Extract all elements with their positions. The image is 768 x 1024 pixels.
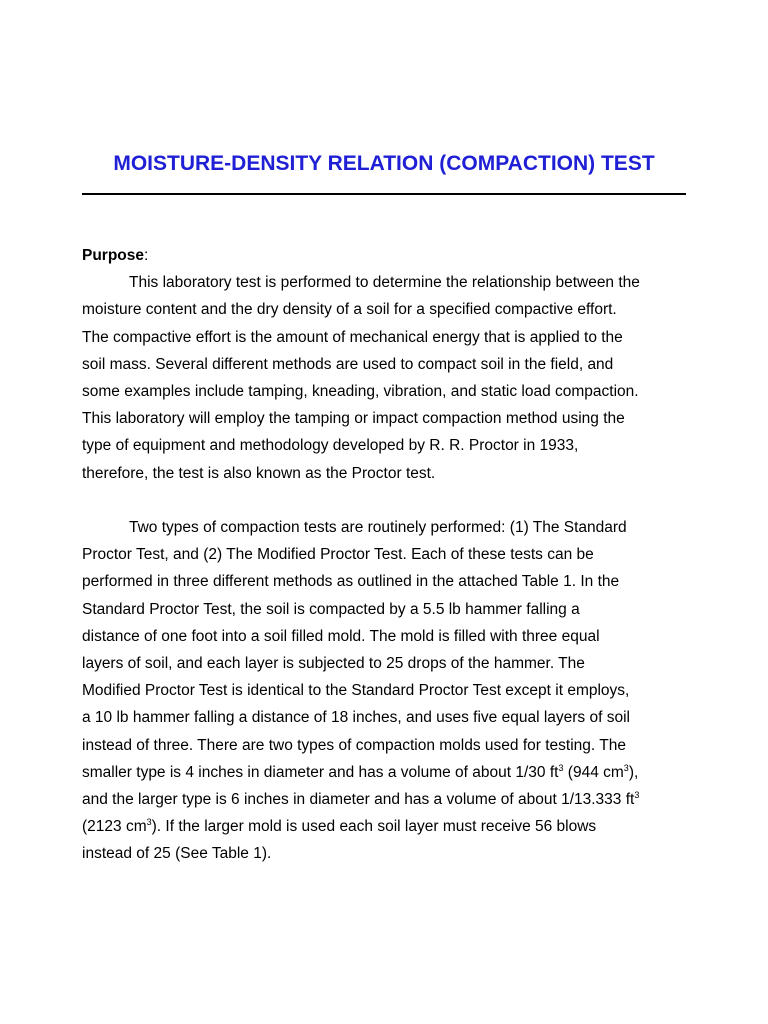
paragraph-compaction-types — [82, 514, 692, 868]
paragraph-line: a 10 lb hammer falling a distance of 18 inches, and uses five equal layers of soil — [82, 709, 630, 727]
paragraph-line: instead of 25 (See Table 1). — [82, 845, 272, 863]
paragraph-line: therefore, the test is also known as the Proctor test. — [82, 464, 436, 482]
purpose-colon: : — [144, 247, 149, 264]
paragraph-line: instead of three. There are two types of compaction molds used for testing. The — [82, 736, 626, 754]
paragraph-line: The compactive effort is the amount of mechanical energy that is applied to the — [82, 328, 623, 346]
paragraph-line: layers of soil, and each layer is subjected to 25 drops of the hammer. The — [82, 655, 585, 673]
document-body — [82, 242, 692, 868]
text-run: (2123 cm — [82, 818, 147, 836]
text-run: (944 cm — [563, 763, 624, 781]
document-title: MOISTURE-DENSITY RELATION (COMPACTION) TEST — [113, 152, 655, 175]
paragraph-line: type of equipment and methodology developed by R. R. Proctor in 1933, — [82, 437, 579, 455]
text-run: ). If the larger mold is used each soil layer must receive 56 blows — [151, 818, 597, 836]
paragraph-line-small-mold — [82, 759, 692, 786]
paragraph-line: some examples include tamping, kneading, vibration, and static load compaction. — [82, 383, 639, 401]
superscript: 3 — [146, 817, 152, 828]
paragraph-line: Proctor Test, and (2) The Modified Proctor Test. Each of these tests can be — [82, 546, 594, 564]
paragraph-line: This laboratory test is performed to determine the relationship between the — [129, 274, 640, 292]
superscript: 3 — [634, 790, 640, 801]
superscript: 3 — [623, 762, 629, 773]
paragraph-line: distance of one foot into a soil filled mold. The mold is filled with three equal — [82, 627, 600, 645]
paragraph-gap — [82, 487, 692, 514]
paragraph-line: Standard Proctor Test, the soil is compacted by a 5.5 lb hammer falling a — [82, 600, 580, 618]
title-rule — [82, 193, 686, 195]
paragraph-line: moisture content and the dry density of a soil for a specified compactive effort. — [82, 301, 617, 319]
text-run: smaller type is 4 inches in diameter and has a volume of about 1/30 ft — [82, 763, 559, 781]
paragraph-line: soil mass. Several different methods are used to compact soil in the field, and — [82, 355, 614, 373]
paragraph-line-large-mold — [82, 786, 692, 813]
purpose-heading: Purpose — [82, 247, 145, 264]
paragraph-purpose — [82, 269, 692, 487]
paragraph-line: Modified Proctor Test is identical to the Standard Proctor Test except it employs, — [82, 682, 630, 700]
paragraph-line: This laboratory will employ the tamping or impact compaction method using the — [82, 410, 625, 428]
text-run: and the larger type is 6 inches in diameter and has a volume of about 1/13.333 ft — [82, 791, 635, 809]
superscript: 3 — [558, 762, 564, 773]
paragraph-line-large-cm — [82, 813, 692, 840]
paragraph-line: performed in three different methods as outlined in the attached Table 1. In the — [82, 573, 620, 591]
purpose-heading-line — [82, 242, 692, 269]
text-run: ), — [628, 763, 639, 781]
paragraph-line: Two types of compaction tests are routinely performed: (1) The Standard — [129, 519, 627, 537]
